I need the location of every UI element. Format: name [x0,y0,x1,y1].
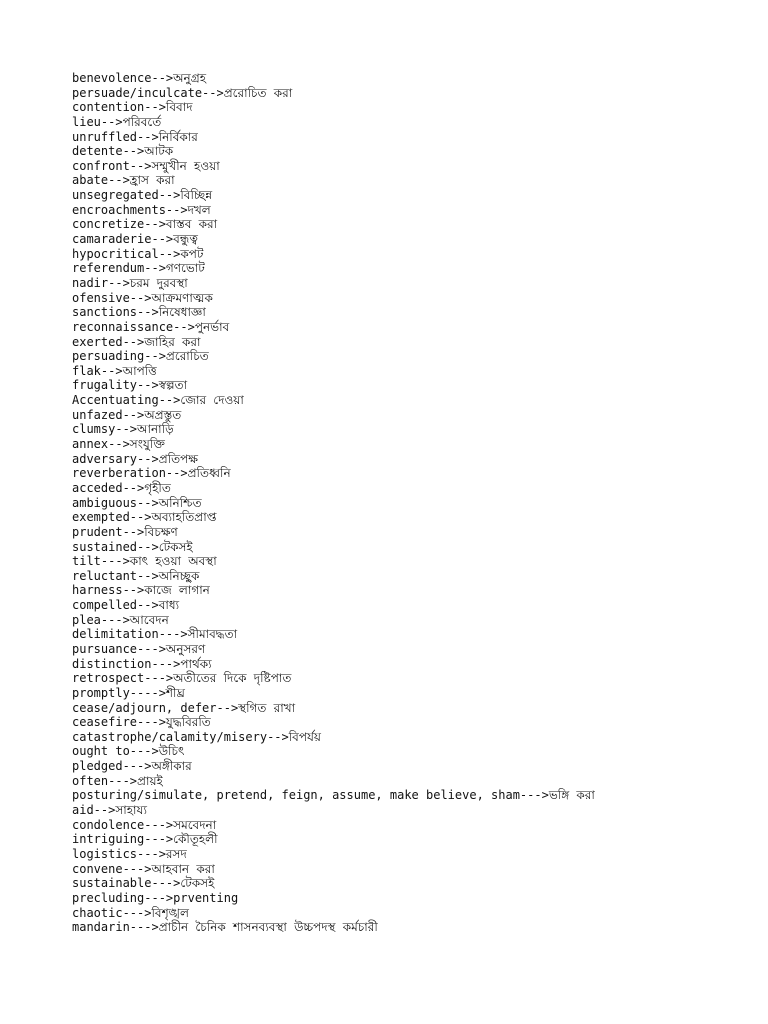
vocab-entry: aid-->সাহায্য [72,803,147,818]
vocab-entry: ought to--->উচিৎ [72,744,185,759]
vocab-entry: hypocritical-->কপট [72,246,204,261]
vocab-entry: flak-->আপত্তি [72,363,157,378]
vocab-entry: adversary-->প্রতিপক্ষ [72,451,198,466]
vocab-entry: clumsy-->আনাড়ি [72,422,174,437]
vocab-entry: sustained-->টেকসই [72,539,193,554]
vocab-entry: unruffled-->নির্বিকার [72,129,198,144]
vocab-entry: retrospect--->অতীতের দিকে দৃষ্টিপাত [72,671,292,686]
vocab-entry: camaraderie-->বন্ধুত্ব [72,232,198,247]
vocab-entry: often--->প্রায়ই [72,773,163,788]
vocab-entry: delimitation--->সীমাবদ্ধতা [72,627,238,642]
vocab-entry: persuading-->প্ররোচিত [72,349,209,364]
vocab-entry: reverberation-->প্রতিধ্বনি [72,466,231,481]
vocab-entry: confront-->সম্মুখীন হওয়া [72,158,220,173]
vocab-entry: detente-->আটক [72,144,174,159]
vocab-entry: harness-->কাজে লাগান [72,583,210,598]
vocab-entry: acceded-->গৃহীত [72,480,171,495]
vocab-entry: precluding--->prventing [72,890,239,905]
vocab-entry: unsegregated-->বিচ্ছিন্ন [72,188,213,203]
vocab-entry: frugality-->স্বল্পতা [72,378,188,393]
vocab-entry: unfazed-->অপ্রস্তুত [72,407,182,422]
vocab-entry: ambiguous-->অনিশ্চিত [72,495,202,510]
vocab-entry: reluctant-->অনিচ্ছুক [72,568,200,583]
vocab-entry: nadir-->চরম দুরবস্থা [72,275,188,290]
vocab-entry: promptly---->শীঘ্র [72,685,185,700]
vocab-entry: prudent-->বিচক্ষণ [72,524,178,539]
vocab-entry: logistics--->রসদ [72,846,187,861]
vocab-entry: sustainable--->টেকসই [72,876,215,891]
vocab-entry: Accentuating-->জোর দেওয়া [72,393,244,408]
vocab-entry: annex-->সংযুক্তি [72,437,165,452]
vocab-entry: referendum-->গণভোট [72,261,205,276]
vocabulary-list [72,71,752,935]
vocab-entry: lieu-->পরিবর্তে [72,114,162,129]
vocab-entry: reconnaissance-->পুনর্ভাব [72,319,230,334]
vocab-entry: ofensive-->আক্রমণাত্মক [72,290,213,305]
vocab-entry: pursuance--->অনুসরণ [72,641,206,656]
vocab-entry: exerted-->জাহির করা [72,334,201,349]
vocab-entry: condolence--->সমবেদনা [72,817,217,832]
vocab-entry: persuade/inculcate-->প্ররোচিত করা [72,85,293,100]
vocab-entry: plea--->আবেদন [72,612,169,627]
vocab-entry: benevolence-->অনুগ্রহ [72,71,206,85]
vocab-entry: distinction--->পার্থক্য [72,656,212,671]
vocab-entry: encroachments-->দখল [72,202,211,217]
vocab-entry: abate-->হ্রাস করা [72,173,175,188]
vocab-entry: compelled-->বাধ্য [72,598,180,613]
vocab-entry: convene--->আহবান করা [72,861,215,876]
vocab-entry: tilt--->কাৎ হওয়া অবস্থা [72,554,217,569]
vocab-entry: intriguing--->কৌতূহলী [72,832,218,847]
vocab-entry: posturing/simulate, pretend, feign, assume, make believe, sham--->ভঙ্গি করা [72,788,595,803]
vocab-entry: catastrophe/calamity/misery-->বিপর্যয় [72,729,321,744]
vocab-entry: exempted-->অব্যাহতিপ্রাপ্ত [72,510,217,525]
vocab-entry: contention-->বিবাদ [72,100,193,115]
vocab-entry: concretize-->বাস্তব করা [72,217,218,232]
vocab-entry: ceasefire--->যুদ্ধবিরতি [72,715,211,730]
vocab-entry: cease/adjourn, defer-->স্থগিত রাখা [72,700,296,715]
vocab-entry: chaotic--->বিশৃঙ্খল [72,905,189,920]
vocab-entry: sanctions-->নিষেধাজ্ঞা [72,305,206,320]
vocab-entry: pledged--->অঙ্গীকার [72,759,192,774]
vocab-entry: mandarin--->প্রাচীন চৈনিক শাসনব্যবস্থা উচ্চপদস্থ কর্মচারী [72,920,378,935]
